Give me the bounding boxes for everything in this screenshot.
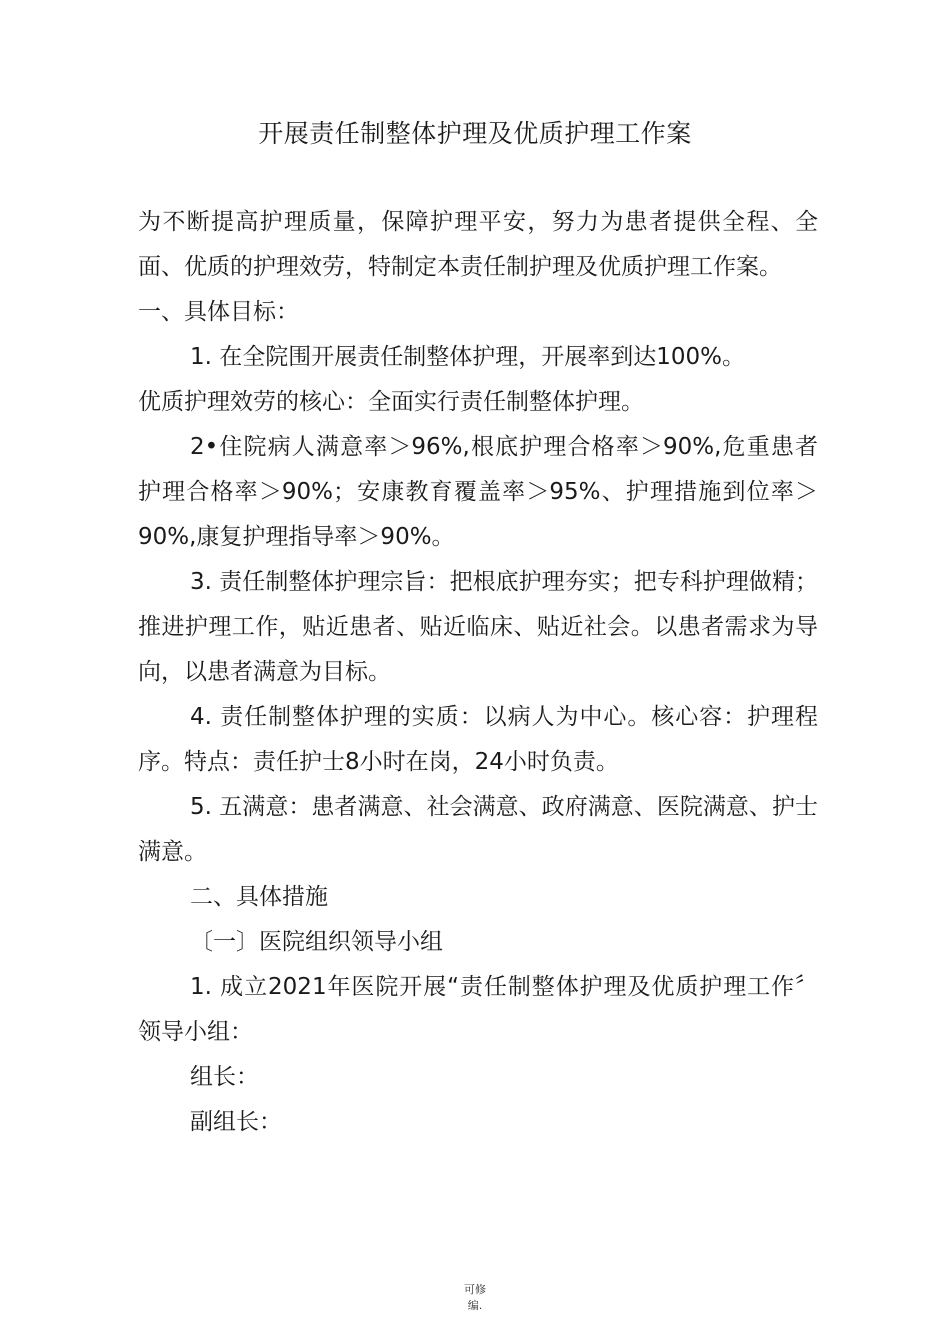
goal-item-5: 5. 五满意：患者满意、社会满意、政府满意、医院满意、护士满意。 (138, 794, 818, 865)
deputy-leader-label: 副组长： (190, 1109, 282, 1135)
goal-item-2: 2•住院病人满意率＞96%,根底护理合格率＞90%,危重患者护理合格率＞90%；安康教育覆盖率＞95%、护理措施到位率＞90%,康复护理指导率＞90%。 (138, 434, 818, 550)
intro-paragraph: 为不断提高护理质量，保障护理平安，努力为患者提供全程、全面、优质的护理效劳，特制定本责任制护理及优质护理工作案。 (138, 209, 818, 280)
goal-item-4: 4. 责任制整体护理的实质：以病人为中心。核心容：护理程序。特点：责任护士8小时在岗，24小时负责。 (138, 704, 818, 775)
leader-label: 组长： (190, 1064, 259, 1090)
goal-core-statement: 优质护理效劳的核心：全面实行责任制整体护理。 (138, 389, 644, 415)
document-title: 开展责任制整体护理及优质护理工作案 (258, 119, 692, 148)
page-footer (0, 1282, 950, 1314)
footer-line-2: 编. (467, 1299, 483, 1312)
section-heading-measures: 二、具体措施 (190, 884, 328, 910)
goal-item-1: 1. 在全院围开展责任制整体护理，开展率到达100%。 (190, 344, 746, 370)
goal-item-3: 3. 责任制整体护理宗旨：把根底护理夯实；把专科护理做精；推进护理工作，贴近患者、贴近临床、贴近社会。以患者需求为导向，以患者满意为目标。 (138, 569, 818, 685)
section-heading-goals: 一、具体目标： (138, 299, 299, 325)
footer-line-1: 可修 (464, 1283, 486, 1296)
subsection-heading-leadership: 〔一〕医院组织领导小组 (190, 929, 443, 955)
measure-item-1: 1. 成立2021年医院开展“责任制整体护理及优质护理工作〞领导小组： (138, 974, 818, 1045)
document-body (138, 200, 818, 1145)
